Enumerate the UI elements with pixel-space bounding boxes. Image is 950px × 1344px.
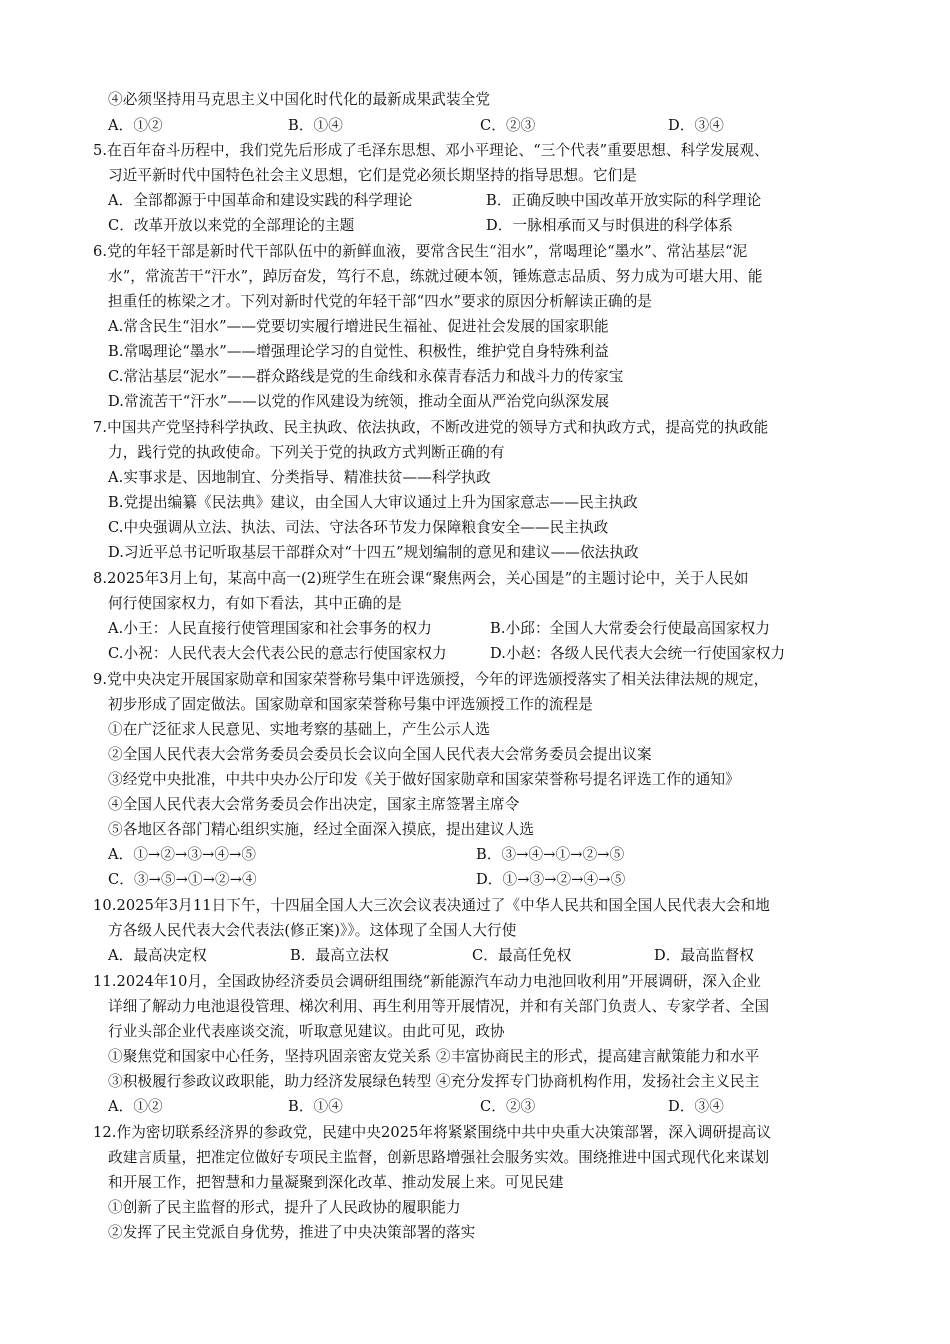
q6-stem-line-3: 担重任的栋梁之才。下列对新时代党的年轻干部“四水”要求的原因分析解读正确的是 [108,293,653,310]
q12-stem-line-3: 和开展工作，把智慧和力量凝聚到深化改革、推动发展上来。可见民建 [108,1174,564,1191]
q8-option-d: D.小赵：各级人民代表大会统一行使国家权力 [490,645,786,662]
q5-option-d: D．一脉相承而又与时俱进的科学体系 [486,217,733,234]
q10-option-b: B．最高立法权 [290,947,389,964]
q4-option-a: A．①② [108,117,163,134]
q10-stem-line-2: 方各级人民代表大会代表法(修正案)》》。这体现了全国人大行使 [108,922,517,939]
q9-option-a: A．①→②→③→④→⑤ [108,846,257,863]
q5-stem-line-2: 习近平新时代中国特色社会主义思想，它们是党必须长期坚持的指导思想。它们是 [108,167,637,184]
q9-item-2: ②全国人民代表大会常务委员会委员长会议向全国人民代表大会常务委员会提出议案 [108,746,652,763]
q9-item-1: ①在广泛征求人民意见、实地考察的基础上，产生公示人选 [108,721,491,738]
q6-option-d: D.常流苦干“汗水”——以党的作风建设为统领，推动全面从严治党向纵深发展 [108,393,610,410]
q7-option-a: A.实事求是、因地制宜、分类指导、精准扶贫——科学执政 [108,469,491,486]
q11-stem-line-3: 行业头部企业代表座谈交流，听取意见建议。由此可见，政协 [108,1023,505,1040]
q8-stem-line-1: 8.2025年3月上旬，某高中高一(2)班学生在班会课“聚焦两会，关心国是”的主题讨论中，关于人民如 [93,570,749,587]
q9-item-3: ③经党中央批准，中共中央办公厅印发《关于做好国家勋章和国家荣誉称号提名评选工作的通知》 [108,771,740,788]
q9-item-4: ④全国人民代表大会常务委员会作出决定，国家主席签署主席令 [108,796,520,813]
q4-item-4: ④必须坚持用马克思主义中国化时代化的最新成果武装全党 [108,91,491,108]
q11-option-a: A．①② [108,1098,163,1115]
q6-option-a: A.常含民生“泪水”——党要切实履行增进民生福祉、促进社会发展的国家职能 [108,318,609,335]
q6-option-b: B.常喝理论“墨水”——增强理论学习的自觉性、积极性，维护党自身特殊利益 [108,343,609,360]
q7-option-b: B.党提出编纂《民法典》建议，由全国人大审议通过上升为国家意志——民主执政 [108,494,638,511]
q8-option-c: C.小祝：人民代表大会代表公民的意志行使国家权力 [108,645,447,662]
q11-items-line-1: ①聚焦党和国家中心任务，坚持巩固亲密友党关系 ②丰富协商民主的形式，提高建言献策能力和水平 [108,1048,760,1065]
q12-item-1: ①创新了民主监督的形式，提升了人民政协的履职能力 [108,1199,461,1216]
q9-stem-line-1: 9.党中央决定开展国家勋章和国家荣誉称号集中评选颁授，今年的评选颁授落实了相关法律法规的规定， [93,671,769,688]
q11-option-d: D．③④ [668,1098,724,1115]
q5-option-a: A．全部都源于中国革命和建设实践的科学理论 [108,192,413,209]
q7-option-c: C.中央强调从立法、执法、司法、守法各环节发力保障粮食安全——民主执政 [108,519,609,536]
q11-option-c: C．②③ [480,1098,536,1115]
q4-option-c: C．②③ [480,117,536,134]
q11-stem-line-1: 11.2024年10月，全国政协经济委员会调研组围绕“新能源汽车动力电池回收利用”开展调研，深入企业 [93,973,761,990]
q5-stem-line-1: 5.在百年奋斗历程中，我们党先后形成了毛泽东思想、邓小平理论、“三个代表”重要思想、科学发展观、 [93,142,769,159]
q12-stem-line-2: 政建言质量，把准定位做好专项民主监督，创新思路增强社会服务实效。围绕推进中国式现代化来谋划 [108,1149,770,1166]
q10-option-d: D．最高监督权 [654,947,754,964]
q9-option-c: C．③→⑤→①→②→④ [108,871,257,888]
q6-stem-line-1: 6.党的年轻干部是新时代干部队伍中的新鲜血液，要常含民生“泪水”，常喝理论“墨水”、常沾基层“泥 [93,243,748,260]
q6-stem-line-2: 水”，常流苦干“汗水”，踔厉奋发，笃行不息，练就过硬本领，锤炼意志品质、努力成为可堪大用、能 [108,268,763,285]
q4-option-b: B．①④ [288,117,343,134]
q10-stem-line-1: 10.2025年3月11日下午，十四届全国人大三次会议表决通过了《中华人民共和国全国人民代表大会和地 [93,897,770,914]
q7-stem-line-2: 力，践行党的执政使命。下列关于党的执政方式判断正确的有 [108,444,505,461]
q9-item-5: ⑤各地区各部门精心组织实施，经过全面深入摸底，提出建议人选 [108,821,535,838]
q9-option-b: B．③→④→①→②→⑤ [476,846,625,863]
q10-option-c: C．最高任免权 [472,947,572,964]
q12-stem-line-1: 12.作为密切联系经济界的参政党，民建中央2025年将紧紧围绕中共中央重大决策部署，深入调研提高议 [93,1124,772,1141]
q8-stem-line-2: 何行使国家权力，有如下看法，其中正确的是 [108,595,402,612]
q11-option-b: B．①④ [288,1098,343,1115]
q8-option-b: B.小邱：全国人大常委会行使最高国家权力 [490,620,771,637]
q11-items-line-2: ③积极履行参政议政职能，助力经济发展绿色转型 ④充分发挥专门协商机构作用，发扬社会主义民主 [108,1073,760,1090]
q7-stem-line-1: 7.中国共产党坚持科学执政、民主执政、依法执政，不断改进党的领导方式和执政方式，提高党的执政能 [93,419,769,436]
q5-option-b: B．正确反映中国改革开放实际的科学理论 [486,192,762,209]
q9-stem-line-2: 初步形成了固定做法。国家勋章和国家荣誉称号集中评选颁授工作的流程是 [108,696,593,713]
q8-option-a: A.小王：人民直接行使管理国家和社会事务的权力 [108,620,432,637]
q4-option-d: D．③④ [668,117,724,134]
q5-option-c: C．改革开放以来党的全部理论的主题 [108,217,355,234]
q10-option-a: A．最高决定权 [108,947,207,964]
q12-item-2: ②发挥了民主党派自身优势，推进了中央决策部署的落实 [108,1224,476,1241]
q7-option-d: D.习近平总书记听取基层干部群众对“十四五”规划编制的意见和建议——依法执政 [108,544,639,561]
q6-option-c: C.常沾基层“泥水”——群众路线是党的生命线和永葆青春活力和战斗力的传家宝 [108,368,624,385]
q11-stem-line-2: 详细了解动力电池退役管理、梯次利用、再生利用等开展情况，并和有关部门负责人、专家学者、全国 [108,998,770,1015]
q9-option-d: D．①→③→②→④→⑤ [476,871,626,888]
